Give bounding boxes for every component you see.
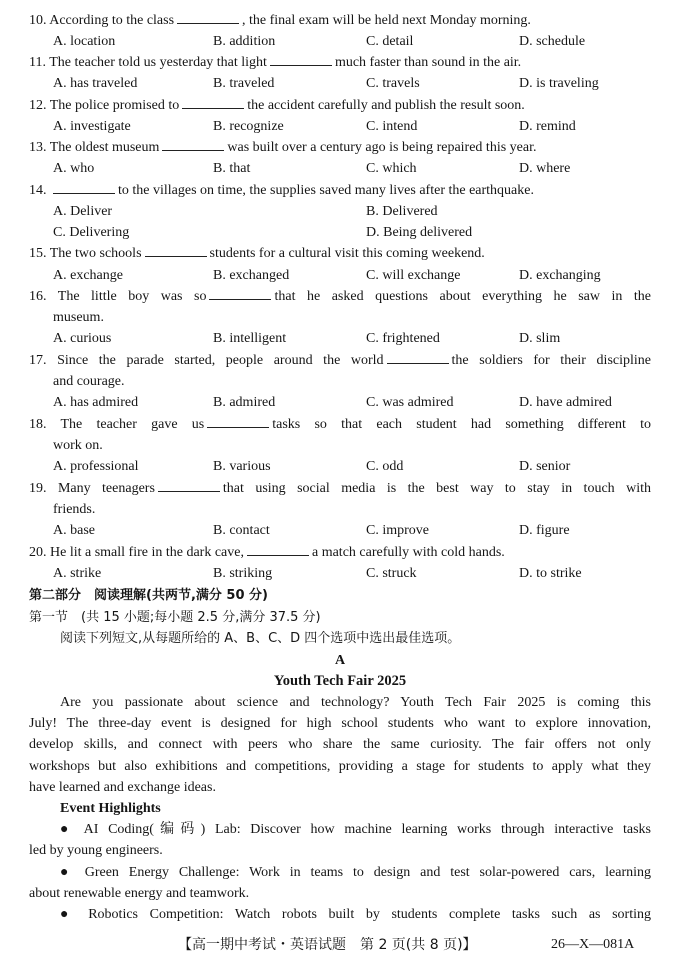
answer-option: B. traveled [213, 76, 275, 91]
highlights-heading: Event Highlights [60, 801, 161, 816]
highlight-item [60, 904, 651, 925]
question-stem [29, 286, 651, 307]
answer-option: D. schedule [519, 34, 586, 49]
question-text: The teacher gave us [60, 417, 205, 432]
question-stem [29, 478, 651, 499]
question-stem [29, 542, 651, 563]
question-continuation: work on. [53, 438, 103, 453]
question-number: 14. [29, 183, 47, 198]
answer-blank [182, 96, 244, 109]
highlight-item [60, 862, 651, 883]
passage-title: Youth Tech Fair 2025 [273, 673, 407, 689]
question-text: that he asked questions about everything he saw in the [274, 289, 651, 304]
answer-blank [270, 53, 332, 66]
question-text: According to the class [49, 13, 175, 28]
question-text: the soldiers for their discipline [451, 353, 651, 368]
answer-option: A. location [53, 34, 116, 49]
answer-option: C. which [366, 161, 417, 176]
passage-line: July! The three-day event is designed for high school students who want to explore innovation, [29, 716, 651, 731]
bullet-icon: ● [60, 822, 75, 837]
answer-option: A. base [53, 523, 95, 538]
question-text: The two schools [49, 246, 142, 261]
question-text: that using social media is the best way to stay in touch with [222, 481, 651, 496]
question-stem [29, 243, 651, 264]
highlight-text: Green Energy Challenge: Work in teams to design and test solar-powered cars, learning [84, 865, 651, 880]
question-text: The oldest museum [49, 140, 160, 155]
answer-blank [207, 415, 269, 428]
instruction-text: 阅读下列短文,从每题所给的 A、B、C、D 四个选项中选出最佳选项。 [60, 631, 461, 646]
question-stem [29, 137, 651, 158]
question-stem [29, 414, 651, 435]
answer-blank [247, 543, 309, 556]
answer-option: B. admired [213, 395, 276, 410]
answer-option: B. exchanged [213, 268, 290, 283]
question-continuation: museum. [53, 310, 104, 325]
answer-option: B. addition [213, 34, 276, 49]
answer-option: C. was admired [366, 395, 454, 410]
answer-option: B. striking [213, 566, 273, 581]
answer-option: D. where [519, 161, 571, 176]
question-text: was built over a century ago is being repaired this year. [227, 140, 537, 155]
answer-blank [162, 138, 224, 151]
question-number: 19. [29, 481, 47, 496]
answer-option: B. that [213, 161, 251, 176]
answer-option: C. travels [366, 76, 420, 91]
question-number: 13. [29, 140, 47, 155]
answer-option: A. who [53, 161, 95, 176]
question-number: 18. [29, 417, 47, 432]
question-text: Since the parade started, people around the world [57, 353, 384, 368]
answer-option: D. senior [519, 459, 571, 474]
answer-option: A. curious [53, 331, 112, 346]
question-stem [29, 52, 651, 73]
answer-option: C. detail [366, 34, 414, 49]
highlight-continuation: about renewable energy and teamwork. [29, 886, 250, 901]
question-text: the accident carefully and publish the result soon. [247, 98, 525, 113]
answer-option: B. contact [213, 523, 270, 538]
answer-option: C. struck [366, 566, 417, 581]
highlight-text: Robotics Competition: Watch robots built by students complete tasks such as sorting [88, 907, 651, 922]
question-text: tasks so that each student had something different to [272, 417, 651, 432]
answer-option: D. is traveling [519, 76, 599, 91]
answer-option: D. to strike [519, 566, 582, 581]
answer-option: D. Being delivered [366, 225, 473, 240]
question-number: 10. [29, 13, 47, 28]
answer-option: C. Delivering [53, 225, 130, 240]
highlight-text: AI Coding(编码) Lab: Discover how machine learning works through interactive tasks [83, 822, 651, 837]
answer-option: A. has traveled [53, 76, 138, 91]
answer-blank [209, 287, 271, 300]
answer-option: A. exchange [53, 268, 123, 283]
answer-option: C. improve [366, 523, 429, 538]
question-text: Many teenagers [57, 481, 155, 496]
answer-option: D. have admired [519, 395, 612, 410]
answer-option: D. remind [519, 119, 576, 134]
answer-option: B. intelligent [213, 331, 287, 346]
answer-option: C. frightened [366, 331, 440, 346]
passage-line: Are you passionate about science and technology? Youth Tech Fair 2025 is coming this [60, 695, 651, 710]
answer-option: D. exchanging [519, 268, 601, 283]
answer-option: B. Delivered [366, 204, 438, 219]
answer-option: B. recognize [213, 119, 284, 134]
question-number: 17. [29, 353, 47, 368]
answer-option: C. odd [366, 459, 404, 474]
question-number: 15. [29, 246, 47, 261]
question-text: The teacher told us yesterday that light [49, 55, 267, 70]
answer-option: A. investigate [53, 119, 131, 134]
question-text: students for a cultural visit this coming weekend. [209, 246, 485, 261]
answer-option: A. professional [53, 459, 139, 474]
highlight-continuation: led by young engineers. [29, 843, 163, 858]
question-text: , the final exam will be held next Monday morning. [242, 13, 531, 28]
question-number: 20. [29, 545, 47, 560]
answer-option: D. slim [519, 331, 561, 346]
answer-option: D. figure [519, 523, 570, 538]
highlight-item [60, 819, 651, 840]
question-text: The little boy was so [57, 289, 207, 304]
answer-blank [145, 244, 207, 257]
answer-option: A. has admired [53, 395, 139, 410]
question-number: 11. [29, 55, 46, 70]
passage-line: develop skills, and connect with peers who share the same curiosity. The fair offers not only [29, 737, 651, 752]
passage-line: have learned and exchange ideas. [29, 780, 216, 795]
section-heading: 第一节 (共 15 小题;每小题 2.5 分,满分 37.5 分) [29, 610, 321, 625]
paper-code: 26—X—081A [551, 937, 635, 952]
answer-option: C. will exchange [366, 268, 461, 283]
answer-option: C. intend [366, 119, 418, 134]
passage-letter: A [334, 653, 346, 668]
answer-option: A. Deliver [53, 204, 113, 219]
question-text: much faster than sound in the air. [334, 55, 522, 70]
answer-blank [177, 11, 239, 24]
answer-blank [387, 351, 449, 364]
question-number: 16. [29, 289, 47, 304]
passage-line: workshops but also exhibitions and competitions, providing a stage for students to apply what they [29, 759, 651, 774]
question-continuation: friends. [53, 502, 96, 517]
page-footer: 【高一期中考试・英语试题 第 2 页(共 8 页)】 [178, 937, 477, 953]
question-stem [29, 10, 651, 31]
answer-option: A. strike [53, 566, 102, 581]
question-text: to the villages on time, the supplies saved many lives after the earthquake. [118, 183, 534, 198]
part-heading: 第二部分 阅读理解(共两节,满分 50 分) [29, 588, 268, 603]
answer-option: B. various [213, 459, 271, 474]
question-text: a match carefully with cold hands. [311, 545, 505, 560]
bullet-icon: ● [60, 907, 77, 922]
question-number: 12. [29, 98, 47, 113]
question-continuation: and courage. [53, 374, 125, 389]
question-stem [29, 350, 651, 371]
question-stem [29, 180, 651, 201]
question-text: He lit a small fire in the dark cave, [50, 545, 244, 560]
bullet-icon: ● [60, 865, 75, 880]
answer-blank [158, 479, 220, 492]
question-stem [29, 95, 651, 116]
answer-blank [53, 181, 115, 194]
question-text: The police promised to [49, 98, 180, 113]
